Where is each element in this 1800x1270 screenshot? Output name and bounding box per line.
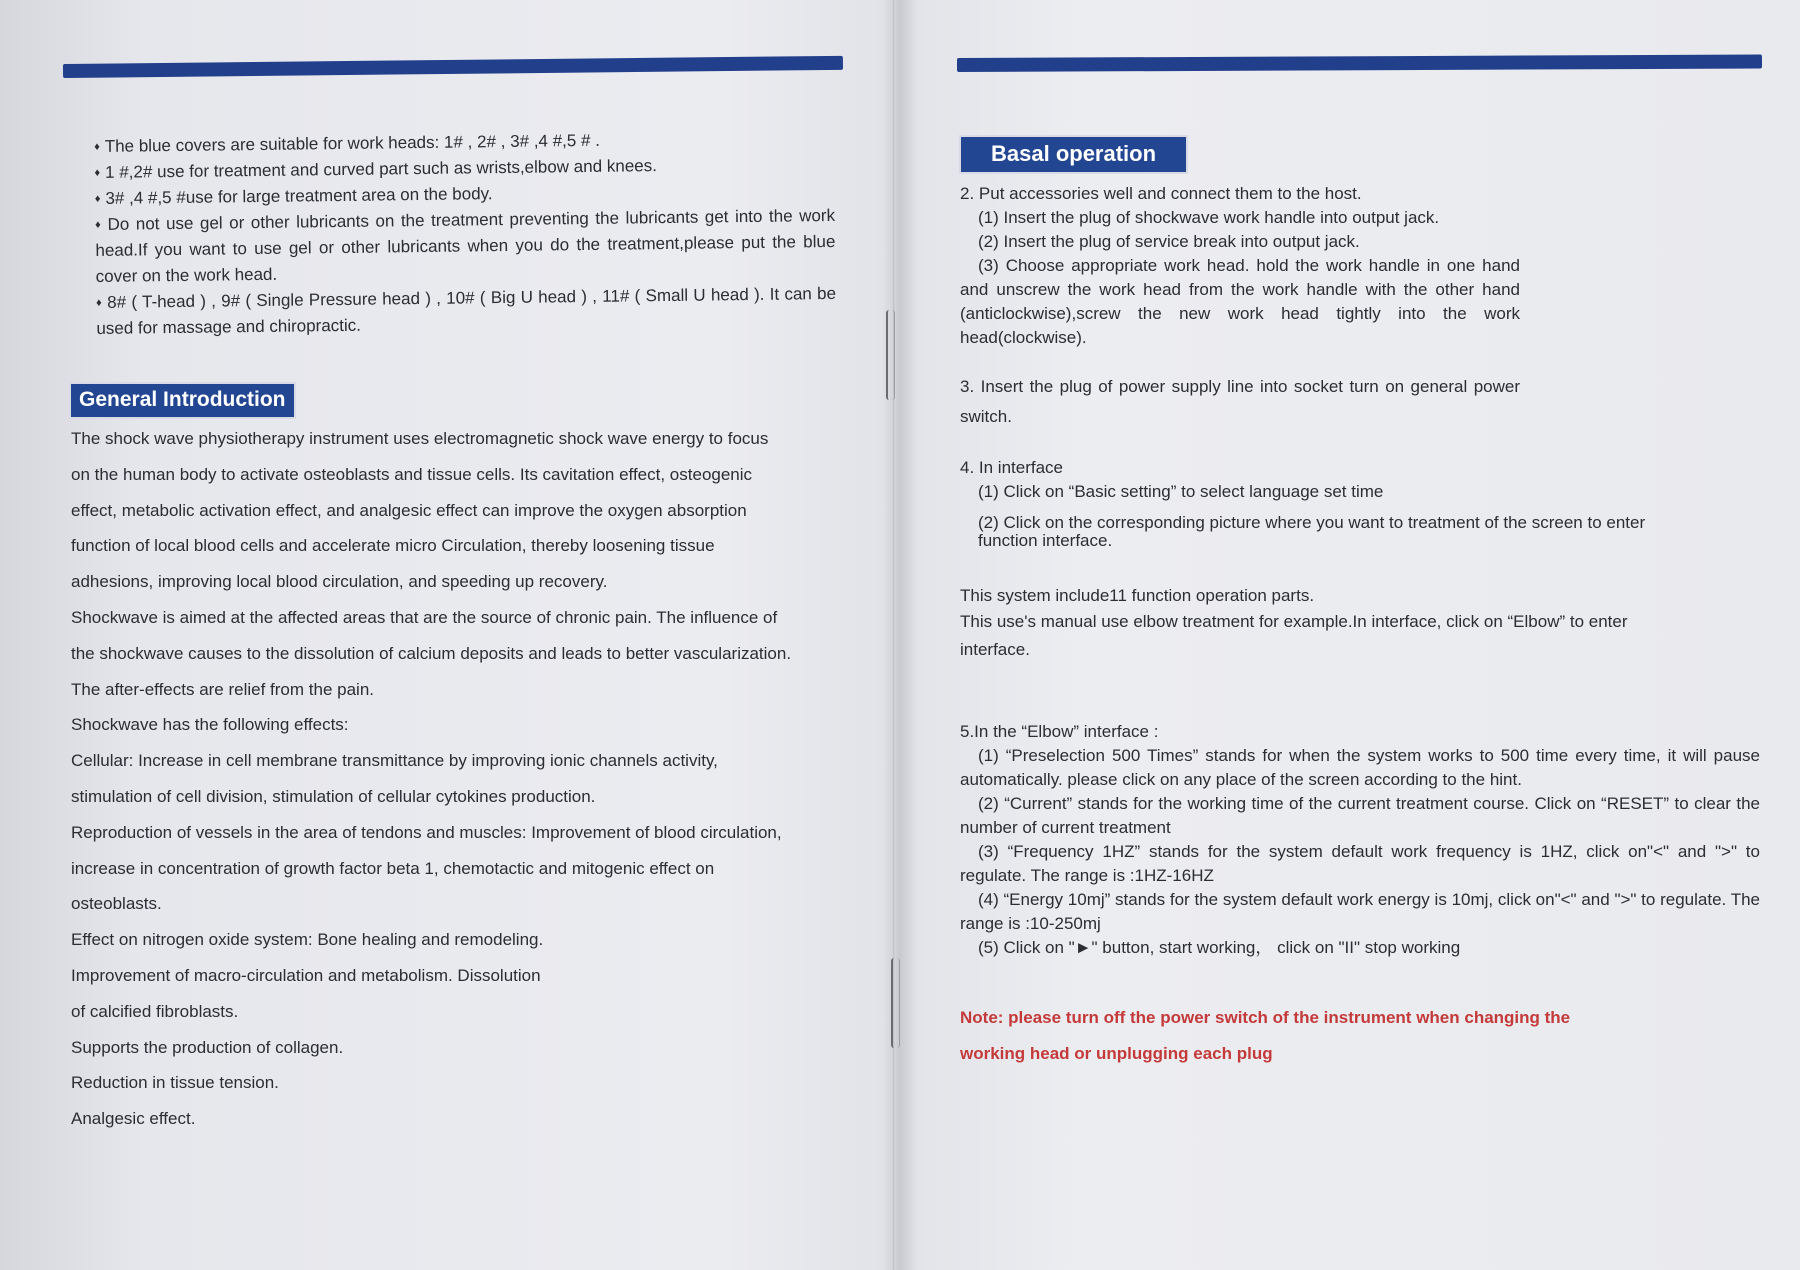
basal-operation-heading: Basal operation [959, 135, 1188, 174]
left-header-bar [63, 56, 843, 78]
bullet-item: ♦ The blue covers are suitable for work heads: 1# , 2# , 3# ,4 #,5 # . [94, 130, 601, 156]
bullet-diamond-icon: ♦ [94, 192, 101, 205]
note-line: working head or unplugging each plug [960, 1044, 1273, 1063]
intro-line: osteoblasts. [71, 894, 162, 914]
bullet-diamond-icon: ♦ [95, 218, 103, 231]
intro-line: Shockwave is aimed at the affected areas that are the source of chronic pain. The influence of [71, 607, 778, 627]
system-line: This use's manual use elbow treatment for example.In interface, click on “Elbow” to enter interface. [960, 612, 1628, 659]
intro-line: Shockwave has the following effects: [71, 715, 349, 735]
intro-line: stimulation of cell division, stimulation of cellular cytokines production. [71, 786, 596, 806]
general-introduction-heading: General Introduction [69, 382, 296, 419]
staple-top-icon [886, 310, 895, 400]
step-2-item: (2) Insert the plug of service break into output jack. [978, 232, 1360, 251]
intro-line: Cellular: Increase in cell membrane transmittance by improving ionic channels activity, [71, 751, 718, 771]
intro-line: Improvement of macro-circulation and metabolism. Dissolution [71, 965, 541, 985]
left-page [0, 0, 895, 1270]
bullet-diamond-icon: ♦ [94, 166, 101, 179]
right-header-bar [957, 54, 1762, 72]
step-2-title: 2. Put accessories well and connect them to the host. [960, 184, 1362, 203]
bullet-item: ♦ 8# ( T-head ) , 9# ( Single Pressure head ) , 10# ( Big U head ) , 11# ( Small U head ). It can be used for massage and chiropractic. [95, 283, 837, 338]
intro-line: the shockwave causes to the dissolution of calcium deposits and leads to better vascularization. [71, 643, 792, 663]
step-4-title: 4. In interface [960, 458, 1064, 477]
step-5-item: (5) Click on "►" button, start working， click on "II" stop working [978, 938, 1461, 957]
note-block [960, 1000, 1760, 1072]
intro-line: adhesions, improving local blood circulation, and speeding up recovery. [71, 572, 608, 592]
step-5-item: (2) “Current” stands for the working time of the current treatment course. Click on “RESET” to clear the number of current treatment [960, 794, 1760, 837]
intro-line: on the human body to activate osteoblasts and tissue cells. Its cavitation effect, osteogenic [71, 464, 753, 484]
bullet-item: ♦ Do not use gel or other lubricants on the treatment preventing the lubricants get into the work head.If you want to use gel or other lubricants when you do the treatment,please put the blue cover on the work head. [95, 205, 836, 286]
step-5-title: 5.In the “Elbow” interface : [960, 722, 1159, 741]
intro-line: Reduction in tissue tension. [71, 1073, 279, 1093]
intro-line: Supports the production of collagen. [71, 1037, 344, 1057]
step-5-item: (1) “Preselection 500 Times” stands for when the system works to 500 time every time, it will pause automatically. please click on any place of the screen according to the hint. [960, 746, 1760, 789]
intro-line: The shock wave physiotherapy instrument uses electromagnetic shock wave energy to focus [71, 429, 769, 448]
intro-line: function of local blood cells and accelerate micro Circulation, thereby loosening tissue [71, 536, 715, 556]
intro-line: increase in concentration of growth factor beta 1, chemotactic and mitogenic effect on [71, 858, 715, 878]
step-3-text: 3. Insert the plug of power supply line into socket turn on general power switch. [960, 377, 1520, 426]
general-introduction-body [71, 421, 851, 1137]
intro-line: The after-effects are relief from the pain. [71, 679, 374, 699]
system-line: This system include11 function operation parts. [960, 586, 1315, 605]
intro-line: Effect on nitrogen oxide system: Bone healing and remodeling. [71, 930, 544, 950]
step-5-item: (4) “Energy 10mj” stands for the system default work energy is 10mj, click on"<" and ">" to regulate. The range is :10-250mj [960, 890, 1760, 933]
right-page [895, 0, 1800, 1270]
step-2-item: (1) Insert the plug of shockwave work handle into output jack. [978, 208, 1440, 227]
bullet-item: ♦ 3# ,4 #,5 #use for large treatment area on the body. [94, 184, 493, 208]
bullet-item: ♦ 1 #,2# use for treatment and curved part such as wrists,elbow and knees. [94, 156, 658, 182]
intro-line: Reproduction of vessels in the area of tendons and muscles: Improvement of blood circulation, [71, 822, 782, 842]
basal-operation-body [960, 182, 1760, 1072]
note-line: Note: please turn off the power switch of the instrument when changing the [960, 1008, 1571, 1027]
intro-line: of calcified fibroblasts. [71, 1001, 239, 1021]
intro-line: Analgesic effect. [71, 1109, 196, 1129]
step-4-item: (1) Click on “Basic setting” to select language set time [978, 482, 1384, 501]
bullet-diamond-icon: ♦ [95, 296, 103, 309]
step-5-item: (3) “Frequency 1HZ” stands for the system default work frequency is 1HZ, click on"<" and ">" to regulate. The range is :1HZ-16HZ [960, 842, 1760, 885]
step-4-item: (2) Click on the corresponding picture where you want to treatment of the screen to enter function interface. [978, 513, 1646, 550]
work-head-bullets [94, 125, 836, 342]
bullet-diamond-icon: ♦ [94, 140, 100, 153]
step-2-item: (3) Choose appropriate work head. hold the work handle in one hand and unscrew the work head from the work handle with the other hand (anticlockwise),screw the new work head tightly into the work head(clockwise). [960, 256, 1520, 347]
intro-line: effect, metabolic activation effect, and analgesic effect can improve the oxygen absorption [71, 500, 747, 520]
